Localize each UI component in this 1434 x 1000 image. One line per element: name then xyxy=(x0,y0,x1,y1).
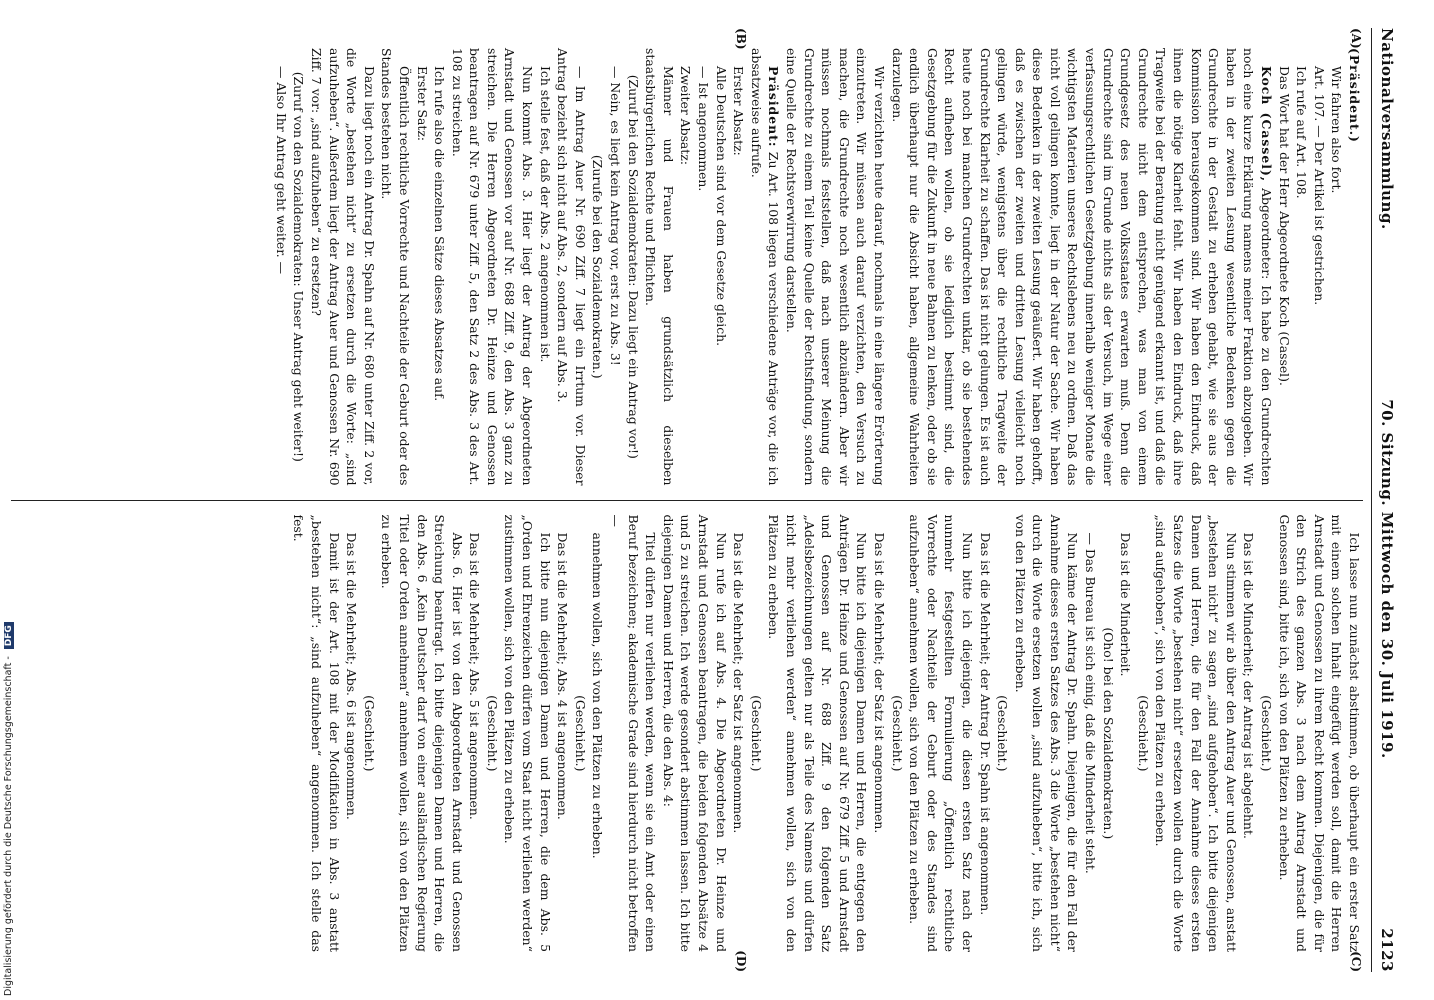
paragraph xyxy=(606,515,659,953)
right-column xyxy=(11,501,1363,973)
paragraph-text: Alle Deutschen sind vor dem Gesetze gleich. xyxy=(713,66,729,347)
paragraph-text: Ich bitte nun diejenigen Damen und Herren, die dem Abs. 5 „Orden und Ehrenzeichen dürfen vom Staat nicht verliehen werden“ zustimmen wollen, sich von den Plätzen zu erheben. xyxy=(502,514,553,952)
paragraph-text: (Oho! bei den Sozialdemokraten.) xyxy=(1100,627,1116,840)
paragraph-text: Damit ist der Art. 108 mit der Modifikation in Abs. 3 anstatt „bestehen nicht“: „sind aufzuheben“ angenommen. Ich stelle das fest. xyxy=(291,514,342,952)
paragraph xyxy=(290,48,308,486)
paragraph xyxy=(730,48,748,486)
paragraph xyxy=(1310,48,1328,486)
paragraph-text: — Nein, es liegt kein Antrag vor, erst zu Abs. 3! xyxy=(608,66,624,366)
paragraph xyxy=(1328,48,1346,486)
paragraph-text: Männer und Frauen haben grundsätzlich dieselben staatsbürgerlichen Rechte und Pflichten. xyxy=(643,48,676,486)
paragraph xyxy=(694,48,712,486)
paragraph-text: Das ist die Mehrheit; der Satz ist angenommen. xyxy=(871,532,887,834)
paragraph xyxy=(1275,48,1293,486)
paragraph xyxy=(747,48,782,486)
paragraph xyxy=(994,515,1012,953)
paragraph xyxy=(554,48,589,486)
page-number: 2123 xyxy=(1378,928,1396,972)
paragraph-text: Nun bitte ich diejenigen, die diesen ersten Satz nach der nunmehr festgestellten Formulierung „Öffentlich rechtliche Vorrechte oder Nachteile der Geburt oder des Standes sind aufzuheben“ annehmen wollen, sich von den Plätzen zu erheben. xyxy=(907,514,975,952)
paragraph-text: Dazu liegt noch ein Antrag Dr. Spahn auf Nr. 680 unter Ziff. 2 vor, die Worte „bestehen nicht“ zu ersetzen durch die Worte: „sind aufzuheben“. Außerdem liegt der Antrag Auer und Genossen Nr. 690 Ziff. 7 vor: „sind aufzuheben“ zu ersetzen? xyxy=(308,48,377,486)
header-session xyxy=(1378,230,1396,929)
paragraph xyxy=(1240,515,1258,953)
paragraph-text: (Geschieht.) xyxy=(361,695,377,772)
paragraph xyxy=(747,515,765,953)
paragraph xyxy=(378,515,466,953)
paragraph-text: (Zuruf von den Sozialdemokraten: Unser Antrag geht weiter!) xyxy=(291,71,307,462)
paragraph xyxy=(782,48,888,486)
paragraph xyxy=(448,48,536,486)
paragraph-text: Wir verzichten heute darauf, nochmals in eine längere Erörterung einzutreten. Wir müssen auch darauf verzichten, den Versuch zu machen, die Grundrechte noch wesentlich abzuändern. Aber wir müssen nochmals feststellen, daß nach unserer Meinung die Grundrechte zu einem Teil keine Quelle der Rechtsfindung, sondern eine Quelle der Rechtsverwirrung darstellen. xyxy=(784,48,887,486)
speaker-name: Präsident: xyxy=(766,66,782,148)
paragraph xyxy=(1011,515,1081,953)
paragraph xyxy=(642,48,677,486)
paragraph-text: Abs. 6. Hier ist von den Abgeordneten Arnstadt und Genossen Streichung beantragt. Ich bitte diejenigen Damen und Herren, die den Abs. 6 „Kein Deutscher darf von einer ausländischen Regierung Titel oder Orden annehmen“ annehmen wollen, sich von den Plätzen zu erheben. xyxy=(379,514,465,952)
paragraph xyxy=(413,48,431,486)
paragraph xyxy=(1293,48,1311,486)
paragraph-text: (Geschieht.) xyxy=(748,695,764,772)
paragraph xyxy=(589,515,607,953)
paragraph xyxy=(1152,515,1240,953)
paragraph-text: Das ist die Mehrheit; der Satz ist angenommen. xyxy=(731,532,747,834)
paragraph-text: (Geschieht.) xyxy=(1135,695,1151,772)
paragraph xyxy=(554,515,572,953)
paragraph-text: (Zuruf bei den Sozialdemokraten: Dazu liegt ein Antrag vor!) xyxy=(625,74,641,459)
paragraph xyxy=(501,515,554,953)
paragraph xyxy=(765,515,871,953)
paragraph xyxy=(536,48,554,486)
paragraph xyxy=(571,515,589,953)
paragraph-text: Das ist die Mehrheit; Abs. 5 ist angenommen. xyxy=(467,532,483,820)
paragraph-text: Ich lasse nun zunächst abstimmen, ob überhaupt ein erster Satz mit einem solchen Inhalt eingefügt werden soll, damit die Herren Arnstadt und Genossen zu ihrem Recht kommen. Diejenigen, die für den Strich des ganzen Abs. 3 nach dem Antrag Arnstadt und Genossen sind, bitte ich, sich von den Plätzen zu erheben. xyxy=(1276,514,1362,952)
paragraph-text: Nun käme der Antrag Dr. Spahn. Diejenigen, die für den Fall der Annahme dieses ersten Satzes des Abs. 3 die Worte „bestehen nicht“ durch die Worte ersetzen wollen „sind aufzuheben“, bitte ich, sich von den Plätzen zu erheben. xyxy=(1012,514,1081,952)
paragraph-text: Das ist die Minderheit; der Antrag ist abgelehnt. xyxy=(1241,532,1257,839)
paragraph-text: Abgeordneter: Ich habe zu den Grundrechten noch eine kurze Erklärung namens meiner Fraktion abzugeben. Wir haben in der zweiten Lesung wesentliche Bedenken gegen die Grundrechte in der Gestalt zu erheben gehabt, wie sie aus der Kommission herausgekommen sind. Wir haben den Eindruck, daß ihnen die nötige Klarheit fehlt. Wir haben den Eindruck, daß ihre Tragweite bei der Beratung nicht genügend erkannt ist, und daß die Grundrechte nicht dem entsprechen, was man von einem Grundgesetz des neuen Volksstaates erwarten muß. Denn die Grundrechte sind im Grunde nichts als der Versuch, im Wege einer verfassungsrechtlichen Gesetzgebung innerhalb weniger Monate die wichtigsten Materien unseres Rechtslebens neu zu ordnen. Daß das nicht voll gelingen konnte, liegt in der Natur der Sache. Wir haben diese Bedenken in der zweiten Lesung geäußert. Wir haben gehofft, daß es zwischen der zweiten und dritten Lesung vielleicht noch gelingen würde, wenigstens über die rechtliche Tragweite der Grundrechte Klarheit zu schaffen. Das ist nicht gelungen. Es ist auch heute noch bei manchen Grundrechten unklar, ob sie bestehendes Recht aufheben wollen, ob sie lediglich bestimmt sind, die Gesetzgebung für die Zukunft in neue Bahnen zu lenken, oder ob sie endlich überhaupt nur die Absicht haben, allgemeine Wahrheiten darzulegen. xyxy=(889,48,1275,486)
paragraph xyxy=(466,515,484,953)
paragraph xyxy=(888,48,1275,486)
paragraph xyxy=(272,48,290,486)
paragraph-text: Erster Satz: xyxy=(414,66,430,142)
paragraph xyxy=(307,48,377,486)
paragraph-text: Das ist die Mehrheit; der Antrag Dr. Spahn ist angenommen. xyxy=(977,532,993,916)
paragraph xyxy=(1275,515,1363,953)
header-sitting: 70. Sitzung. xyxy=(1378,399,1396,507)
paragraph-text: (Geschieht.) xyxy=(889,695,905,772)
speaker-name: (Präsident.) xyxy=(1347,48,1362,143)
paragraph xyxy=(290,515,343,953)
paragraph xyxy=(483,515,501,953)
paragraph xyxy=(677,48,695,486)
page-header xyxy=(1371,28,1396,972)
paragraph-text: Nun kommt Abs. 3. Hier liegt der Antrag der Abgeordneten Arnstadt und Genossen vor auf Nr. 688 Ziff. 9, den Abs. 3 ganz zu streichen. Die Herren Abgeordneten Dr. Heinze und Genossen beantragen auf Nr. 679 unter Ziff. 5, den Satz 2 des Abs. 3 des Art. 108 zu streichen. xyxy=(449,48,536,486)
paragraph-text: Titel dürfen nur verliehen werden, wenn sie ein Amt oder einen Beruf bezeichnen; akademische Grade sind hierdurch nicht betroffen — xyxy=(608,514,659,952)
paragraph xyxy=(1345,48,1363,486)
paragraph-text: (Geschieht.) xyxy=(995,695,1011,772)
paragraph-text: (Geschieht.) xyxy=(1259,695,1275,772)
paragraph xyxy=(888,515,906,953)
paragraph-text: (Geschieht.) xyxy=(484,695,500,772)
paragraph-text: Das ist die Minderheit. xyxy=(1118,532,1134,677)
paragraph xyxy=(606,48,624,486)
paragraph-text: — Das Bureau ist sich einig, daß die Minderheit steht. xyxy=(1083,532,1099,874)
paragraph-text: Art. 107. — Der Artikel ist gestrichen. xyxy=(1311,66,1327,306)
paragraph xyxy=(1082,515,1100,953)
paragraph-text: Erster Absatz: xyxy=(731,66,747,156)
text-columns xyxy=(11,28,1363,972)
margin-mark-a: (A) xyxy=(1349,28,1363,49)
paragraph-text: — Ist angenommen. xyxy=(696,66,712,192)
paragraph-text: Ich stelle fest, daß der Abs. 2 angenommen ist. xyxy=(537,66,553,363)
paragraph-text: Zweiter Absatz: xyxy=(678,66,694,165)
paragraph-text: Ich rufe auf Art. 108. xyxy=(1294,66,1310,199)
paragraph-text: Öffentlich rechtliche Vorrechte und Nachteile der Geburt oder des Standes bestehen nicht. xyxy=(379,48,412,486)
paragraph xyxy=(1134,515,1152,953)
paragraph-text: Zu Art. 108 liegen verschiedene Anträge vor, die ich absatzweise aufrufe. xyxy=(748,48,782,486)
paragraph-text: Wir fahren also fort. xyxy=(1329,66,1345,194)
paragraph-text: — Also Ihr Antrag geht weiter. — xyxy=(273,66,289,275)
paragraph xyxy=(343,515,361,953)
header-title: Nationalversammlung. xyxy=(1378,28,1396,230)
left-column xyxy=(11,28,1363,500)
paragraph-text: Nun bitte ich diejenigen Damen und Herren, die entgegen den Anträgen Dr. Heinze und Genossen auf Nr. 679 Ziff. 5 und Arnstadt und Genossen auf Nr. 688 Ziff. 9 den folgenden Satz „Adelsbezeichnungen gelten nur als Teile des Namens und dürfen nicht mehr verliehen werden“ annehmen wollen, sich von den Plätzen zu erheben. xyxy=(766,514,870,952)
paragraph-text: annehmen wollen, sich von den Plätzen zu erheben. xyxy=(590,532,606,859)
paragraph xyxy=(1099,515,1117,953)
paragraph xyxy=(870,515,888,953)
paragraph xyxy=(360,515,378,953)
paragraph xyxy=(431,48,449,486)
paragraph xyxy=(589,48,607,486)
paragraph-text: Das ist die Mehrheit; Abs. 6 ist angenommen. xyxy=(344,532,360,820)
paragraph-text: Nun rufe ich auf Abs. 4. Die Abgeordneten Dr. Heinze und Arnstadt und Genossen beantragen, die beiden folgenden Absätze 4 und 5 zu streichen. Ich werde gesondert abstimmen lassen. Ich bitte diejenigen Damen und Herren, die den Abs. 4: xyxy=(660,514,729,952)
paragraph-text: Ich rufe also die einzelnen Sätze dieses Absatzes auf. xyxy=(432,66,448,402)
paragraph-text: (Geschieht.) xyxy=(572,695,588,772)
paragraph xyxy=(730,515,748,953)
paragraph-text: Das Wort hat der Herr Abgeordnete Koch (Cassel). xyxy=(1276,66,1292,386)
paragraph-text: — Im Antrag Auer Nr. 690 Ziff. 7 liegt ein Irrtum vor. Dieser Antrag bezieht sich nicht auf Abs. 2, sondern auf Abs. 3. xyxy=(555,48,588,486)
header-date: Mittwoch den 30. Juli 1919. xyxy=(1378,511,1396,759)
margin-mark-c: (C) xyxy=(1349,951,1363,972)
digitization-footer xyxy=(2,406,16,996)
margin-mark-d: (D) xyxy=(734,950,748,972)
margin-mark-b: (B) xyxy=(734,28,748,50)
footer-text: Digitalisierung gefördert durch die Deutsche Forschungsgemeinschaft - xyxy=(3,656,14,996)
paragraph-text: Nun stimmen wir ab über den Antrag Auer und Genossen, anstatt „bestehen nicht“ zu sagen „sind aufgehoben“. Ich bitte diejenigen Damen und Herren, die für den Fall der Annahme dieses ersten Satzes die Worte „bestehen nicht“ ersetzen wollen durch die Worte „sind aufgehoben“, sich von den Plätzen zu erheben. xyxy=(1153,514,1239,952)
paragraph xyxy=(624,48,642,486)
speaker-name: Koch (Cassel), xyxy=(1259,66,1275,183)
dfg-logo: DFG xyxy=(4,622,14,649)
paragraph xyxy=(906,515,976,953)
paragraph xyxy=(1257,515,1275,953)
paragraph xyxy=(659,515,729,953)
paragraph-text: Das ist die Mehrheit; Abs. 4 ist angenommen. xyxy=(555,532,571,820)
paragraph-text: (Zurufe bei den Sozialdemokraten.) xyxy=(590,154,606,379)
paragraph xyxy=(712,48,730,486)
paragraph xyxy=(1117,515,1135,953)
paragraph xyxy=(378,48,413,486)
paragraph xyxy=(976,515,994,953)
